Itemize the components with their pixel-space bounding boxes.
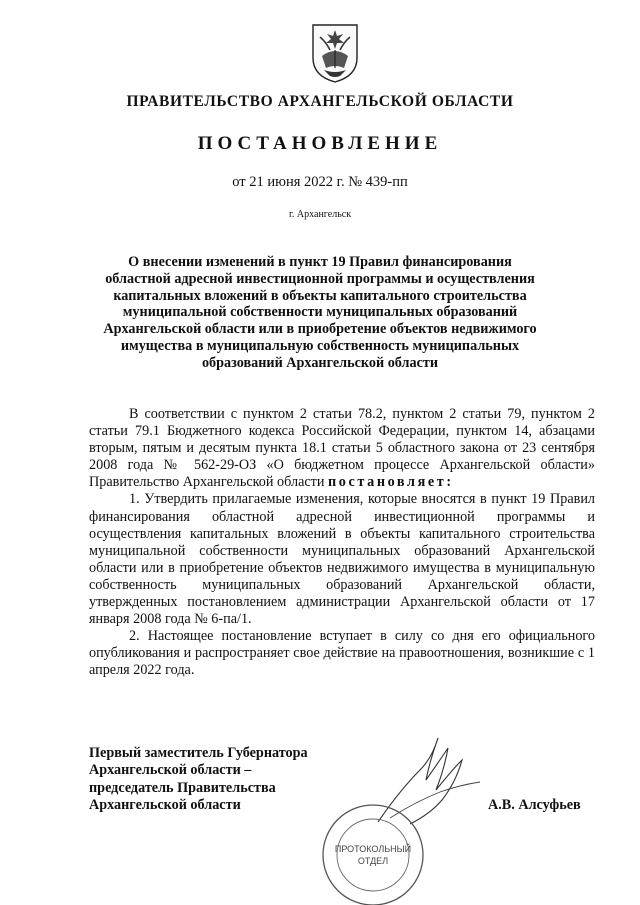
government-name: ПРАВИТЕЛЬСТВО АРХАНГЕЛЬСКОЙ ОБЛАСТИ [126, 93, 514, 110]
subject-line: областной адресной инвестиционной программы и осуществления [105, 270, 535, 287]
stamp-text-top: ПРОТОКОЛЬНЫЙ [334, 844, 412, 854]
preamble-text: В соответствии с пунктом 2 статьи 78.2, пунктом 2 статьи 79, пунктом 2 статьи 79.1 Бюджетного кодекса Российской Федерации, пунктом 14, абзацами вторым, пятым и десятым пункта 18.1 статьи 5 областного закона от 23 сентября 2008 года № 562-29-ОЗ «О бюджетном процессе Архангельской области» Правительство Архангельской области [89, 406, 595, 491]
item-1-paragraph: 1. Утвердить прилагаемые изменения, которые вносятся в пункт 19 Правил финансирования областной адресной инвестиционной программы и осуществления капитальных вложений в объекты капитального строительства муниципальной собственности муниципальных образований Архангельской области или в приобретение объектов недвижимого имущества в муниципальную собственность муниципальных образований Архангельской области, утвержденных постановлением администрации Архангельской области от 17 января 2008 года № 6-па/1. [89, 491, 595, 628]
preamble-paragraph [89, 406, 595, 491]
subject-line: Архангельской области или в приобретение объектов недвижимого [103, 321, 537, 338]
stamp-text-bottom: ОТДЕЛ [357, 856, 389, 866]
document-subject [90, 254, 550, 372]
coat-of-arms-emblem [310, 22, 360, 84]
document-type-title: ПОСТАНОВЛЕНИЕ [197, 133, 443, 154]
signatory-title-line: Архангельской области – [89, 762, 252, 779]
city-name: г. Архангельск [288, 209, 352, 220]
resolves-word: постановляет [328, 474, 447, 491]
subject-line: образований Архангельской области [201, 354, 439, 371]
subject-line: имущества в муниципальную собственность муниципальных [120, 337, 520, 354]
round-stamp-seal [318, 800, 428, 905]
signatory-name: А.В. Алсуфьев [488, 797, 581, 813]
item-2-paragraph: 2. Настоящее постановление вступает в силу со дня его официального опубликования и распространяет свое действие на правоотношения, возникшие с 1 апреля 2022 года. [89, 628, 595, 679]
subject-line: капитальных вложений в объекты капитального строительства [113, 287, 527, 304]
subject-line: О внесении изменений в пункт 19 Правил финансирования [128, 254, 512, 270]
signatory-title-line: Архангельской области [89, 797, 241, 814]
subject-line: муниципальной собственности муниципальных образований [122, 304, 518, 321]
resolves-colon: : [446, 474, 452, 491]
document-body [89, 406, 595, 680]
signatory-title-line: Первый заместитель Губернатора [89, 745, 308, 761]
signatory-title-line: председатель Правительства [89, 779, 276, 796]
date-and-number: от 21 июня 2022 г. № 439-пп [232, 174, 408, 190]
